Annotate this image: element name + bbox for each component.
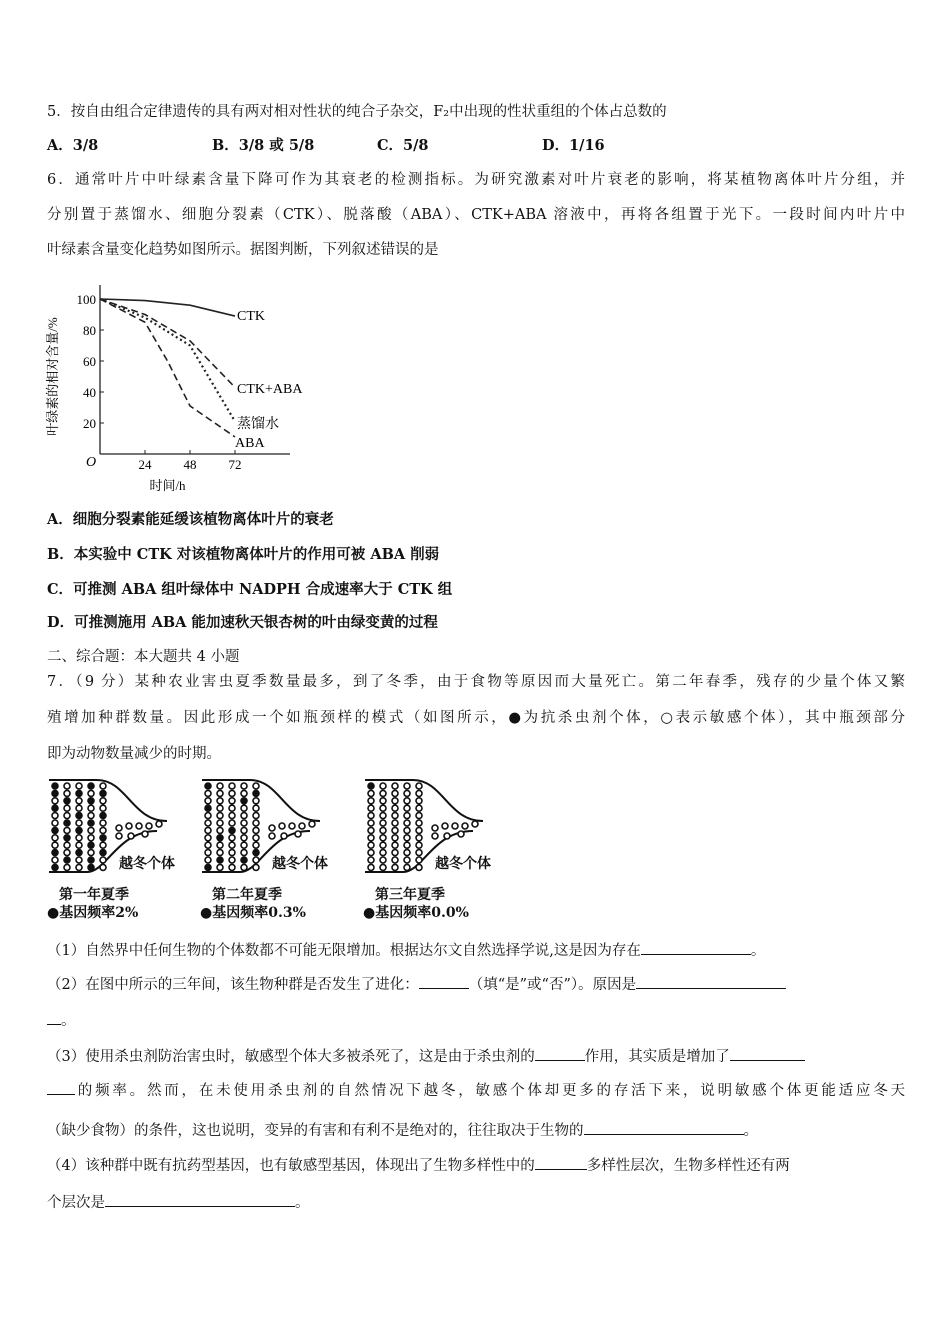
- individual-marker: [404, 813, 410, 819]
- individual-marker: [205, 805, 211, 811]
- individual-marker: [458, 831, 464, 837]
- individual-marker: [368, 835, 374, 841]
- individual-marker: [229, 857, 235, 863]
- season-label: 第三年夏季: [375, 887, 445, 903]
- individual-marker: [64, 864, 70, 870]
- q5-option-d[interactable]: D．1/16: [542, 137, 605, 154]
- individual-marker: [217, 783, 223, 789]
- individual-marker: [229, 820, 235, 826]
- sub3-text: （缺少食物）的条件，这也说明，变异的有害和有利不是绝对的，往往取决于生物的: [47, 1123, 584, 1139]
- sub4-end: 。: [295, 1195, 310, 1211]
- individual-marker: [64, 857, 70, 863]
- x-tick-label: 72: [228, 457, 242, 472]
- individual-marker: [368, 805, 374, 811]
- x-axis-label: 时间/h: [149, 478, 186, 493]
- individual-marker: [205, 864, 211, 870]
- section-heading: 二、综合题：本大题共 4 小题: [47, 649, 240, 665]
- individual-marker: [253, 805, 259, 811]
- individual-marker: [52, 850, 58, 856]
- individual-marker: [404, 805, 410, 811]
- individual-marker: [380, 790, 386, 796]
- q5-option-c[interactable]: C．5/8: [377, 137, 429, 154]
- individual-marker: [116, 825, 122, 831]
- sub4-text: 多样性层次，生物多样性还有两: [586, 1158, 790, 1174]
- series-label: CTK: [237, 309, 265, 324]
- individual-marker: [253, 850, 259, 856]
- individual-marker: [253, 820, 259, 826]
- q6-option-c[interactable]: C．可推测 ABA 组叶绿体中 NADPH 合成速率大于 CTK 组: [47, 581, 453, 598]
- individual-marker: [295, 831, 301, 837]
- individual-marker: [241, 835, 247, 841]
- q6-stem-line: 6．通常叶片中叶绿素含量下降可作为其衰老的检测指标。为研究激素对叶片衰老的影响，将某植物离体叶片分组，并: [47, 172, 905, 188]
- individual-marker: [76, 842, 82, 848]
- answer-blank[interactable]: [641, 940, 751, 955]
- individual-marker: [64, 798, 70, 804]
- overwinter-label: 越冬个体: [119, 856, 175, 872]
- answer-blank[interactable]: [419, 974, 469, 989]
- individual-marker: [241, 864, 247, 870]
- individual-marker: [253, 835, 259, 841]
- q6-option-a[interactable]: A．细胞分裂素能延缓该植物离体叶片的衰老: [47, 511, 334, 528]
- individual-marker: [217, 850, 223, 856]
- individual-marker: [380, 827, 386, 833]
- individual-marker: [229, 805, 235, 811]
- sub2-text: （填“是”或“否”）。原因是: [468, 977, 637, 993]
- origin-label: O: [86, 455, 97, 470]
- individual-marker: [205, 798, 211, 804]
- q5-option-a[interactable]: A．3/8: [47, 137, 99, 154]
- individual-marker: [205, 813, 211, 819]
- q7-sub4: [47, 1155, 905, 1176]
- individual-marker: [88, 813, 94, 819]
- individual-marker: [88, 864, 94, 870]
- individual-marker: [76, 850, 82, 856]
- q7-sub1: [47, 940, 905, 961]
- individual-marker: [100, 820, 106, 826]
- individual-marker: [52, 827, 58, 833]
- individual-marker: [52, 820, 58, 826]
- individual-marker: [64, 820, 70, 826]
- individual-marker: [368, 857, 374, 863]
- individual-marker: [76, 790, 82, 796]
- individual-marker: [416, 813, 422, 819]
- y-tick-label: 20: [83, 416, 96, 431]
- individual-marker: [217, 790, 223, 796]
- individual-marker: [205, 820, 211, 826]
- q7-stem-line: 即为动物数量减少的时期。: [47, 746, 221, 762]
- individual-marker: [76, 827, 82, 833]
- individual-marker: [100, 798, 106, 804]
- individual-marker: [416, 790, 422, 796]
- individual-marker: [100, 842, 106, 848]
- individual-marker: [205, 790, 211, 796]
- individual-marker: [229, 790, 235, 796]
- individual-marker: [52, 813, 58, 819]
- individual-marker: [392, 790, 398, 796]
- individual-marker: [64, 850, 70, 856]
- individual-marker: [64, 842, 70, 848]
- individual-marker: [432, 825, 438, 831]
- individual-marker: [229, 835, 235, 841]
- individual-marker: [100, 790, 106, 796]
- individual-marker: [88, 798, 94, 804]
- individual-marker: [416, 864, 422, 870]
- individual-marker: [442, 823, 448, 829]
- individual-marker: [76, 835, 82, 841]
- sub2-end: 。: [61, 1013, 76, 1029]
- overwinter-label: 越冬个体: [435, 856, 491, 872]
- individual-marker: [241, 820, 247, 826]
- answer-blank[interactable]: [730, 1046, 805, 1061]
- individual-marker: [404, 835, 410, 841]
- answer-blank[interactable]: [535, 1155, 587, 1170]
- individual-marker: [88, 790, 94, 796]
- individual-marker: [404, 790, 410, 796]
- q7-stem-line: 殖增加种群数量。因此形成一个如瓶颈样的模式（如图所示，●为抗杀虫剂个体，○表示敏感个体），其中瓶颈部分: [47, 710, 905, 726]
- individual-marker: [100, 850, 106, 856]
- q6-stem-line: 叶绿素含量变化趋势如图所示。据图判断，下列叙述错误的是: [47, 242, 439, 258]
- individual-marker: [462, 823, 468, 829]
- gene-frequency-label: ●基因频率0.3%: [200, 905, 306, 921]
- individual-marker: [229, 842, 235, 848]
- series-line-3: [100, 299, 235, 437]
- individual-marker: [88, 827, 94, 833]
- season-label: 第一年夏季: [59, 887, 129, 903]
- individual-marker: [76, 805, 82, 811]
- answer-blank[interactable]: [636, 974, 786, 989]
- individual-marker: [142, 831, 148, 837]
- individual-marker: [100, 805, 106, 811]
- individual-marker: [380, 857, 386, 863]
- individual-marker: [64, 805, 70, 811]
- answer-blank[interactable]: [47, 1010, 61, 1025]
- individual-marker: [217, 798, 223, 804]
- y-tick-label: 80: [83, 323, 96, 338]
- individual-marker: [404, 842, 410, 848]
- individual-marker: [253, 864, 259, 870]
- individual-marker: [392, 813, 398, 819]
- individual-marker: [241, 850, 247, 856]
- individual-marker: [217, 864, 223, 870]
- individual-marker: [217, 857, 223, 863]
- individual-marker: [217, 813, 223, 819]
- individual-marker: [229, 864, 235, 870]
- answer-blank[interactable]: [535, 1046, 585, 1061]
- individual-marker: [100, 813, 106, 819]
- individual-marker: [392, 820, 398, 826]
- individual-marker: [299, 823, 305, 829]
- individual-marker: [368, 783, 374, 789]
- individual-marker: [205, 850, 211, 856]
- individual-marker: [432, 833, 438, 839]
- sub4-text: 个层次是: [47, 1195, 105, 1211]
- individual-marker: [472, 821, 478, 827]
- sub1-end: 。: [750, 943, 766, 959]
- individual-marker: [64, 790, 70, 796]
- individual-marker: [380, 783, 386, 789]
- individual-marker: [404, 850, 410, 856]
- sub3-text: 作用，其实质是增加了: [584, 1049, 730, 1065]
- individual-marker: [380, 842, 386, 848]
- individual-marker: [452, 823, 458, 829]
- individual-marker: [88, 857, 94, 863]
- chlorophyll-chart: [40, 280, 340, 500]
- series-label: 蒸馏水: [237, 417, 279, 432]
- individual-marker: [241, 805, 247, 811]
- individual-marker: [136, 823, 142, 829]
- individual-marker: [380, 835, 386, 841]
- individual-marker: [76, 783, 82, 789]
- individual-marker: [76, 820, 82, 826]
- series-label: CTK+ABA: [237, 382, 303, 397]
- individual-marker: [100, 857, 106, 863]
- individual-marker: [52, 864, 58, 870]
- individual-marker: [205, 842, 211, 848]
- individual-marker: [380, 850, 386, 856]
- individual-marker: [229, 827, 235, 833]
- q7-sub4-cont: [47, 1192, 905, 1213]
- y-tick-label: 100: [76, 292, 96, 307]
- individual-marker: [392, 783, 398, 789]
- individual-marker: [229, 783, 235, 789]
- q7-sub3: [47, 1046, 905, 1067]
- individual-marker: [380, 864, 386, 870]
- individual-marker: [205, 783, 211, 789]
- q7-sub2-cont: [47, 1010, 905, 1031]
- individual-marker: [205, 857, 211, 863]
- answer-blank[interactable]: [105, 1192, 295, 1207]
- q7-sub3-cont: [47, 1080, 905, 1100]
- individual-marker: [88, 835, 94, 841]
- individual-marker: [205, 827, 211, 833]
- individual-marker: [368, 820, 374, 826]
- individual-marker: [281, 833, 287, 839]
- individual-marker: [52, 857, 58, 863]
- individual-marker: [241, 827, 247, 833]
- individual-marker: [253, 813, 259, 819]
- sub2-text: （2）在图中所示的三年间，该生物种群是否发生了进化：: [47, 977, 419, 993]
- answer-blank[interactable]: [584, 1120, 744, 1135]
- individual-marker: [217, 842, 223, 848]
- q5-stem: 5．按自由组合定律遗传的具有两对相对性状的纯合子杂交，F₂中出现的性状重组的个体占总数的: [47, 104, 667, 120]
- individual-marker: [76, 798, 82, 804]
- sub3-end: 。: [743, 1123, 758, 1139]
- individual-marker: [404, 864, 410, 870]
- individual-marker: [392, 857, 398, 863]
- q6-stem-line: 分别置于蒸馏水、细胞分裂素（CTK）、脱落酸（ABA）、CTK+ABA 溶液中，再将各组置于光下。一段时间内叶片中: [47, 207, 905, 223]
- individual-marker: [217, 820, 223, 826]
- individual-marker: [368, 850, 374, 856]
- gene-frequency-label: ●基因频率0.0%: [363, 905, 469, 921]
- individual-marker: [76, 864, 82, 870]
- individual-marker: [416, 783, 422, 789]
- individual-marker: [416, 820, 422, 826]
- individual-marker: [253, 842, 259, 848]
- y-axis-label: 叶绿素的相对含量/%: [45, 317, 60, 436]
- individual-marker: [404, 798, 410, 804]
- sub3-text: （3）使用杀虫剂防治害虫时，敏感型个体大多被杀死了，这是由于杀虫剂的: [47, 1049, 535, 1065]
- individual-marker: [392, 842, 398, 848]
- individual-marker: [253, 798, 259, 804]
- individual-marker: [368, 798, 374, 804]
- individual-marker: [404, 820, 410, 826]
- sub4-text: （4）该种群中既有抗药型基因，也有敏感型基因，体现出了生物多样性中的: [47, 1158, 535, 1174]
- individual-marker: [416, 850, 422, 856]
- individual-marker: [269, 825, 275, 831]
- x-tick-label: 48: [183, 457, 197, 472]
- q6-option-d[interactable]: D．可推测施用 ABA 能加速秋天银杏树的叶由绿变黄的过程: [47, 614, 438, 631]
- individual-marker: [52, 783, 58, 789]
- individual-marker: [52, 790, 58, 796]
- individual-marker: [241, 857, 247, 863]
- individual-marker: [217, 805, 223, 811]
- individual-marker: [64, 783, 70, 789]
- individual-marker: [146, 823, 152, 829]
- individual-marker: [269, 833, 275, 839]
- individual-marker: [100, 835, 106, 841]
- individual-marker: [100, 783, 106, 789]
- overwinter-label: 越冬个体: [272, 856, 328, 872]
- series-label: ABA: [235, 436, 265, 451]
- individual-marker: [88, 842, 94, 848]
- individual-marker: [52, 798, 58, 804]
- individual-marker: [88, 783, 94, 789]
- individual-marker: [392, 827, 398, 833]
- individual-marker: [52, 835, 58, 841]
- individual-marker: [380, 813, 386, 819]
- individual-marker: [368, 790, 374, 796]
- individual-marker: [100, 864, 106, 870]
- individual-marker: [253, 783, 259, 789]
- individual-marker: [380, 798, 386, 804]
- individual-marker: [253, 827, 259, 833]
- individual-marker: [116, 833, 122, 839]
- individual-marker: [241, 842, 247, 848]
- individual-marker: [392, 850, 398, 856]
- individual-marker: [253, 790, 259, 796]
- individual-marker: [392, 835, 398, 841]
- individual-marker: [128, 833, 134, 839]
- series-line-1: [100, 299, 235, 387]
- individual-marker: [368, 842, 374, 848]
- individual-marker: [404, 783, 410, 789]
- q7-stem-line: 7．（9 分）某种农业害虫夏季数量最多，到了冬季，由于食物等原因而大量死亡。第二年春季，残存的少量个体又繁: [47, 674, 905, 690]
- individual-marker: [416, 857, 422, 863]
- q6-option-b[interactable]: B．本实验中 CTK 对该植物离体叶片的作用可被 ABA 削弱: [47, 546, 440, 563]
- individual-marker: [217, 835, 223, 841]
- individual-marker: [229, 813, 235, 819]
- individual-marker: [52, 805, 58, 811]
- y-tick-label: 40: [83, 385, 96, 400]
- individual-marker: [76, 857, 82, 863]
- individual-marker: [404, 827, 410, 833]
- sub3-text: 的频率。然而，在未使用杀虫剂的自然情况下越冬，敏感个体却更多的存活下来，说明敏感个体更能适应冬天: [75, 1083, 905, 1099]
- individual-marker: [416, 798, 422, 804]
- gene-frequency-label: ●基因频率2%: [47, 905, 139, 921]
- individual-marker: [156, 821, 162, 827]
- individual-marker: [100, 827, 106, 833]
- individual-marker: [76, 813, 82, 819]
- individual-marker: [241, 790, 247, 796]
- individual-marker: [229, 850, 235, 856]
- individual-marker: [88, 850, 94, 856]
- individual-marker: [392, 798, 398, 804]
- individual-marker: [444, 833, 450, 839]
- individual-marker: [368, 813, 374, 819]
- individual-marker: [126, 823, 132, 829]
- individual-marker: [241, 813, 247, 819]
- individual-marker: [64, 813, 70, 819]
- individual-marker: [380, 820, 386, 826]
- individual-marker: [309, 821, 315, 827]
- individual-marker: [368, 864, 374, 870]
- individual-marker: [416, 805, 422, 811]
- q7-sub3-cont: [47, 1120, 905, 1141]
- season-label: 第二年夏季: [212, 887, 282, 903]
- x-tick-label: 24: [138, 457, 152, 472]
- individual-marker: [88, 805, 94, 811]
- individual-marker: [52, 842, 58, 848]
- q7-sub2: [47, 974, 905, 995]
- individual-marker: [64, 827, 70, 833]
- individual-marker: [392, 864, 398, 870]
- individual-marker: [416, 835, 422, 841]
- individual-marker: [217, 827, 223, 833]
- individual-marker: [64, 835, 70, 841]
- q5-option-b[interactable]: B．3/8 或 5/8: [212, 137, 315, 154]
- individual-marker: [380, 805, 386, 811]
- answer-blank[interactable]: [47, 1080, 75, 1095]
- individual-marker: [416, 842, 422, 848]
- individual-marker: [279, 823, 285, 829]
- individual-marker: [404, 857, 410, 863]
- individual-marker: [88, 820, 94, 826]
- individual-marker: [368, 827, 374, 833]
- individual-marker: [416, 827, 422, 833]
- individual-marker: [229, 798, 235, 804]
- individual-marker: [392, 805, 398, 811]
- individual-marker: [205, 835, 211, 841]
- individual-marker: [241, 798, 247, 804]
- sub1-text: （1）自然界中任何生物的个体数都不可能无限增加。根据达尔文自然选择学说,这是因为存在: [47, 943, 641, 959]
- individual-marker: [241, 783, 247, 789]
- individual-marker: [289, 823, 295, 829]
- individual-marker: [253, 857, 259, 863]
- y-tick-label: 60: [83, 354, 96, 369]
